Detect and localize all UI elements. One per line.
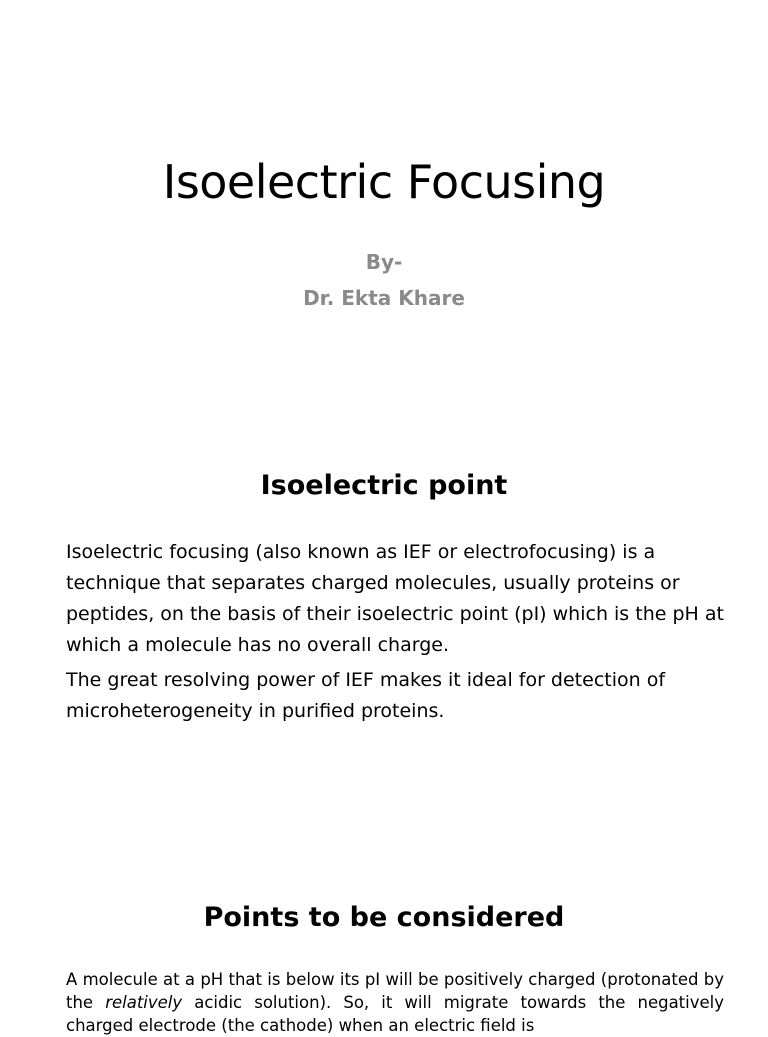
slide-heading: Isoelectric point [260, 470, 508, 501]
points-slide [0, 850, 768, 1035]
points-text-italic: relatively [105, 993, 183, 1012]
points-text-start: A molecule at a pH that is below its pI will be positively charged (protonated by the [66, 970, 724, 1012]
title-slide [0, 0, 768, 450]
definition-paragraph: Isoelectric focusing (also known as IEF or electrofocusing) is a technique that separates charged molecules, usually proteins or peptides, on the basis of their isoelectric point (pI) which is the pH at which a molecule has no overall charge. [66, 541, 724, 656]
points-text-end: acidic solution). So, it will migrate towards the negatively charged electrode (the cathode) when an electric field is [66, 993, 724, 1035]
slide-heading: Points to be considered [203, 902, 565, 933]
points-paragraph [66, 968, 724, 1037]
resolving-power-paragraph: The great resolving power of IEF makes it ideal for detection of microheterogeneity in purified proteins. [66, 669, 666, 722]
author-name: Dr. Ekta Khare [303, 286, 465, 310]
isoelectric-point-slide [0, 450, 768, 850]
presentation-title: Isoelectric Focusing [162, 155, 606, 209]
byline-label: By- [365, 250, 403, 274]
